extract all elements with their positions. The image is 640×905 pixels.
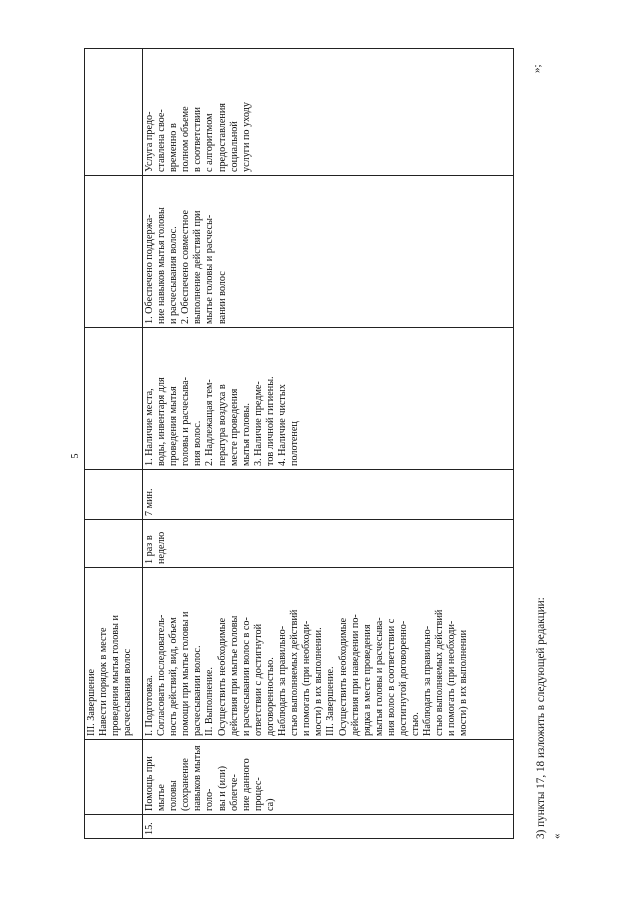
- cell-conditions-empty: [85, 328, 143, 470]
- closing-quote: »;: [531, 64, 543, 73]
- opening-quote: «: [551, 833, 563, 839]
- cell-duration-empty: [85, 470, 143, 520]
- cell-results-empty: [85, 176, 143, 328]
- table-row-continued: [85, 49, 143, 839]
- cell-activity-prev: III. Завершение Навести порядок в месте проведения мытья головы и расчесывания волос: [85, 568, 143, 740]
- cell-conditions: 1. Наличие места, воды, инвентаря для проведения мытья головы и расчесыва- ния волос. 2. Надлежащая тем- пература воздуха в месте проведения мытья головы. 3. Наличие предме- тов личной гигиены. 4. Наличие чистых полотенец: [143, 328, 514, 470]
- cell-quality: Услуга предо- ставлена свое- временно в полном объеме в соответствии с алгоритмом предоставления социальной услуги по уходу: [143, 49, 514, 176]
- cell-service-name: Помощь при мытье головы (сохранение навыков мытья голо- вы и (или) облегче- ние данного процес- са): [143, 740, 514, 815]
- cell-frequency-empty: [85, 520, 143, 568]
- cell-duration: 7 мин.: [143, 470, 514, 520]
- cell-row-number: 15.: [143, 815, 514, 839]
- cell-quality-empty: [85, 49, 143, 176]
- cell-activity: I. Подготовка. Согласовать последователь- ность действий, вид, объем помощи при мытье головы и расчесывании волос. II. Выполнение. Осуществить необходимые действия при мытье головы и расчесывании волос в со- ответствии с достигнутой договоренностью. Наблюдать за правильно- стью выполняемых действий и помогать (при необходи- мости) в их выполнении. III. Завершение. Осуществить необходимые действия при наведении по- рядка в месте проведения мытья головы и расчесыва- ния волос в соответствии с достигнутой договоренно- стью. Наблюдать за правильно- стью выполняемых действий и помогать (при необходи- мости) в их выполнении: [143, 568, 514, 740]
- cell-service-empty: [85, 740, 143, 815]
- page-number: 5: [70, 453, 81, 459]
- table-row-15: [143, 49, 514, 839]
- cell-results: 1. Обеспечено поддержа- ние навыков мытья головы и расчесывания волос. 2. Обеспечено совместное выполнение действий при мытье головы и расчесы- вании волос: [143, 176, 514, 328]
- services-table: [84, 48, 514, 839]
- cell-num-empty: [85, 815, 143, 839]
- cell-frequency: 1 раз в неделю: [143, 520, 514, 568]
- amendment-note: 3) пункты 17, 18 изложить в следующей редакции:: [535, 597, 547, 839]
